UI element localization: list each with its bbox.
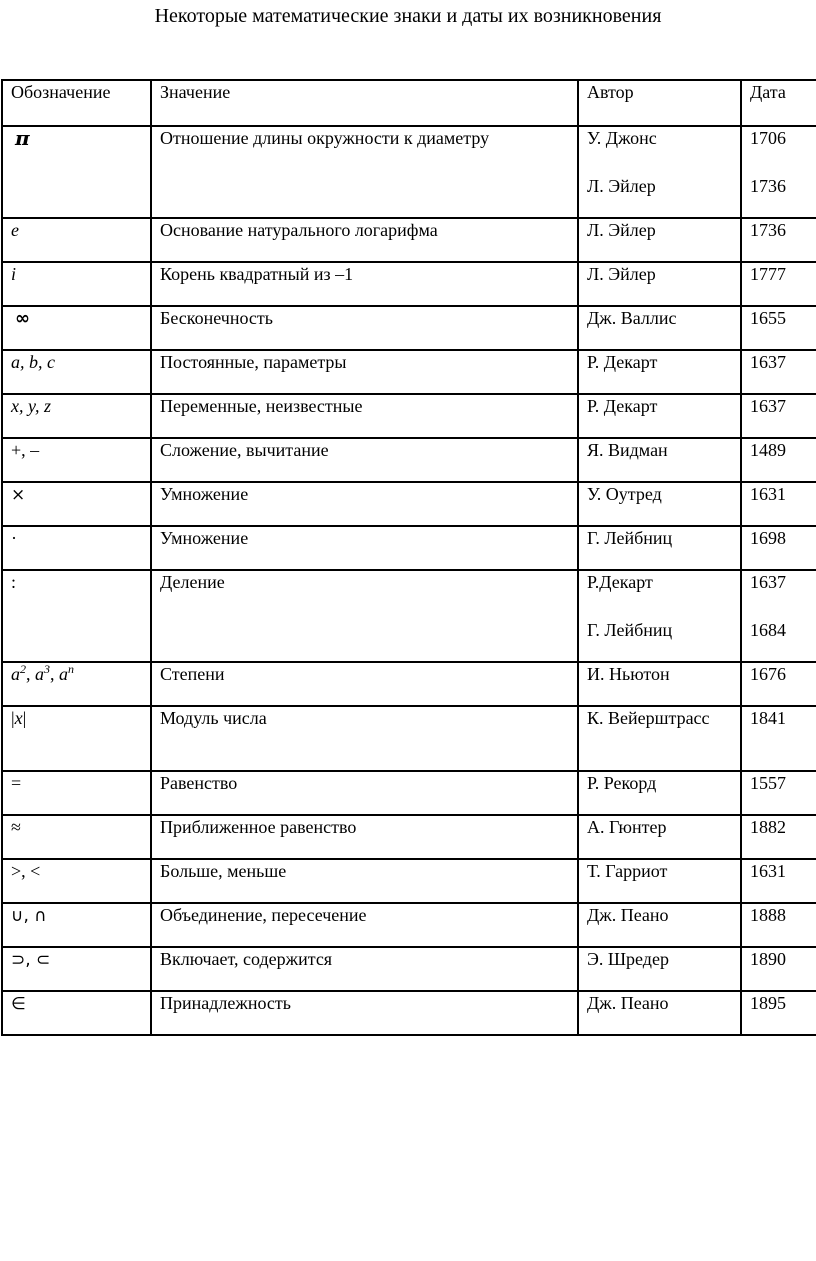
author-name: У. Джонс	[587, 128, 657, 148]
symbol-cell	[2, 903, 151, 947]
author-cell: Дж. Валлис	[578, 306, 741, 350]
element-of-symbol: ∈	[11, 994, 26, 1014]
date-value: 1706	[750, 128, 786, 148]
author-cell: Р. Рекорд	[578, 771, 741, 815]
powers-symbol: $a^2$, $a^3$, $a^n$	[11, 662, 74, 684]
date-value: 1637	[750, 572, 786, 592]
symbol-cell	[2, 482, 151, 526]
symbol-cell	[2, 126, 151, 218]
author-cell: И. Ньютон	[578, 662, 741, 706]
author-cell: У. Оутред	[578, 482, 741, 526]
meaning-cell: Степени	[151, 662, 578, 706]
author-cell: Л. Эйлер	[578, 218, 741, 262]
author-cell: Э. Шредер	[578, 947, 741, 991]
meaning-cell: Включает, содержится	[151, 947, 578, 991]
date-value: 1684	[750, 620, 786, 640]
date-cell: 1890	[741, 947, 816, 991]
meaning-cell: Умножение	[151, 482, 578, 526]
header-author: Автор	[578, 80, 741, 126]
multiply-cross-symbol: ×	[11, 485, 26, 505]
author-cell	[578, 570, 741, 662]
date-cell: 1489	[741, 438, 816, 482]
author-name: Р.Декарт	[587, 572, 653, 592]
meaning-cell: Постоянные, параметры	[151, 350, 578, 394]
table-row	[2, 859, 816, 903]
author-name: Г. Лейбниц	[587, 620, 673, 640]
table-row	[2, 126, 816, 218]
author-cell: Р. Декарт	[578, 394, 741, 438]
table-row	[2, 570, 816, 662]
symbol-cell	[2, 570, 151, 662]
meaning-cell: Больше, меньше	[151, 859, 578, 903]
symbol-cell	[2, 859, 151, 903]
multiply-dot-symbol: ·	[11, 528, 17, 548]
symbol-cell	[2, 438, 151, 482]
equals-symbol: =	[11, 773, 22, 793]
table-row	[2, 438, 816, 482]
meaning-cell: Деление	[151, 570, 578, 662]
page-title: Некоторые математические знаки и даты их возникновения	[154, 5, 662, 27]
date-cell: 1655	[741, 306, 816, 350]
table-row	[2, 815, 816, 859]
plus-minus-symbol: +, –	[11, 440, 40, 460]
author-cell: Г. Лейбниц	[578, 526, 741, 570]
date-cell: 1676	[741, 662, 816, 706]
date-cell	[741, 126, 816, 218]
symbol-cell	[2, 394, 151, 438]
table-row	[2, 947, 816, 991]
author-cell: К. Вейерштрасс	[578, 706, 741, 771]
meaning-cell: Приближенное равенство	[151, 815, 578, 859]
author-cell: Я. Видман	[578, 438, 741, 482]
table-row	[2, 526, 816, 570]
author-cell: Р. Декарт	[578, 350, 741, 394]
meaning-cell: Переменные, неизвестные	[151, 394, 578, 438]
meaning-cell: Принадлежность	[151, 991, 578, 1035]
meaning-cell: Равенство	[151, 771, 578, 815]
date-cell: 1841	[741, 706, 816, 771]
author-cell	[578, 126, 741, 218]
infinity-symbol: ∞	[15, 308, 30, 329]
symbol-cell	[2, 526, 151, 570]
approx-symbol: ≈	[11, 817, 21, 837]
author-cell: Л. Эйлер	[578, 262, 741, 306]
author-cell: А. Гюнтер	[578, 815, 741, 859]
header-meaning: Значение	[151, 80, 578, 126]
union-intersection-symbol: ∪, ∩	[11, 906, 47, 926]
date-cell: 1631	[741, 482, 816, 526]
pi-symbol: π	[15, 126, 30, 150]
xyz-symbol: x, y, z	[11, 396, 51, 416]
table-row	[2, 991, 816, 1035]
symbol-cell	[2, 262, 151, 306]
meaning-cell: Объединение, пересечение	[151, 903, 578, 947]
date-cell: 1882	[741, 815, 816, 859]
meaning-cell: Корень квадратный из –1	[151, 262, 578, 306]
meaning-cell: Основание натурального логарифма	[151, 218, 578, 262]
table-row	[2, 218, 816, 262]
date-cell: 1637	[741, 394, 816, 438]
division-colon-symbol: :	[11, 572, 17, 592]
date-cell: 1557	[741, 771, 816, 815]
superset-subset-symbol: ⊃, ⊂	[11, 950, 51, 970]
meaning-cell: Сложение, вычитание	[151, 438, 578, 482]
table-header-row	[2, 80, 816, 126]
i-symbol: i	[11, 264, 17, 284]
symbol-cell	[2, 771, 151, 815]
table-row	[2, 662, 816, 706]
date-cell: 1777	[741, 262, 816, 306]
table-row	[2, 482, 816, 526]
meaning-cell: Отношение длины окружности к диаметру	[151, 126, 578, 218]
date-cell: 1895	[741, 991, 816, 1035]
table-row	[2, 306, 816, 350]
symbol-cell	[2, 306, 151, 350]
symbol-cell	[2, 991, 151, 1035]
greater-less-symbol: >, <	[11, 861, 41, 881]
date-value: 1736	[750, 176, 786, 196]
symbol-cell	[2, 662, 151, 706]
date-cell: 1698	[741, 526, 816, 570]
symbol-cell	[2, 218, 151, 262]
table-row	[2, 262, 816, 306]
author-cell: Дж. Пеано	[578, 991, 741, 1035]
abc-symbol: a, b, c	[11, 352, 55, 372]
date-cell: 1736	[741, 218, 816, 262]
header-symbol: Обозначение	[2, 80, 151, 126]
meaning-cell: Модуль числа	[151, 706, 578, 771]
author-cell: Дж. Пеано	[578, 903, 741, 947]
date-cell	[741, 570, 816, 662]
header-date: Дата	[741, 80, 816, 126]
author-cell: Т. Гарриот	[578, 859, 741, 903]
table-row	[2, 903, 816, 947]
meaning-cell: Умножение	[151, 526, 578, 570]
table-row	[2, 771, 816, 815]
symbol-cell	[2, 706, 151, 771]
date-cell: 1631	[741, 859, 816, 903]
table-row	[2, 706, 816, 771]
math-signs-table	[1, 79, 816, 1036]
e-symbol: e	[11, 220, 19, 240]
table-row	[2, 350, 816, 394]
author-name: Л. Эйлер	[587, 176, 656, 196]
table-row	[2, 394, 816, 438]
date-cell: 1888	[741, 903, 816, 947]
absolute-value-symbol: |x|	[11, 708, 27, 728]
date-cell: 1637	[741, 350, 816, 394]
symbol-cell	[2, 815, 151, 859]
meaning-cell: Бесконечность	[151, 306, 578, 350]
symbol-cell	[2, 350, 151, 394]
symbol-cell	[2, 947, 151, 991]
